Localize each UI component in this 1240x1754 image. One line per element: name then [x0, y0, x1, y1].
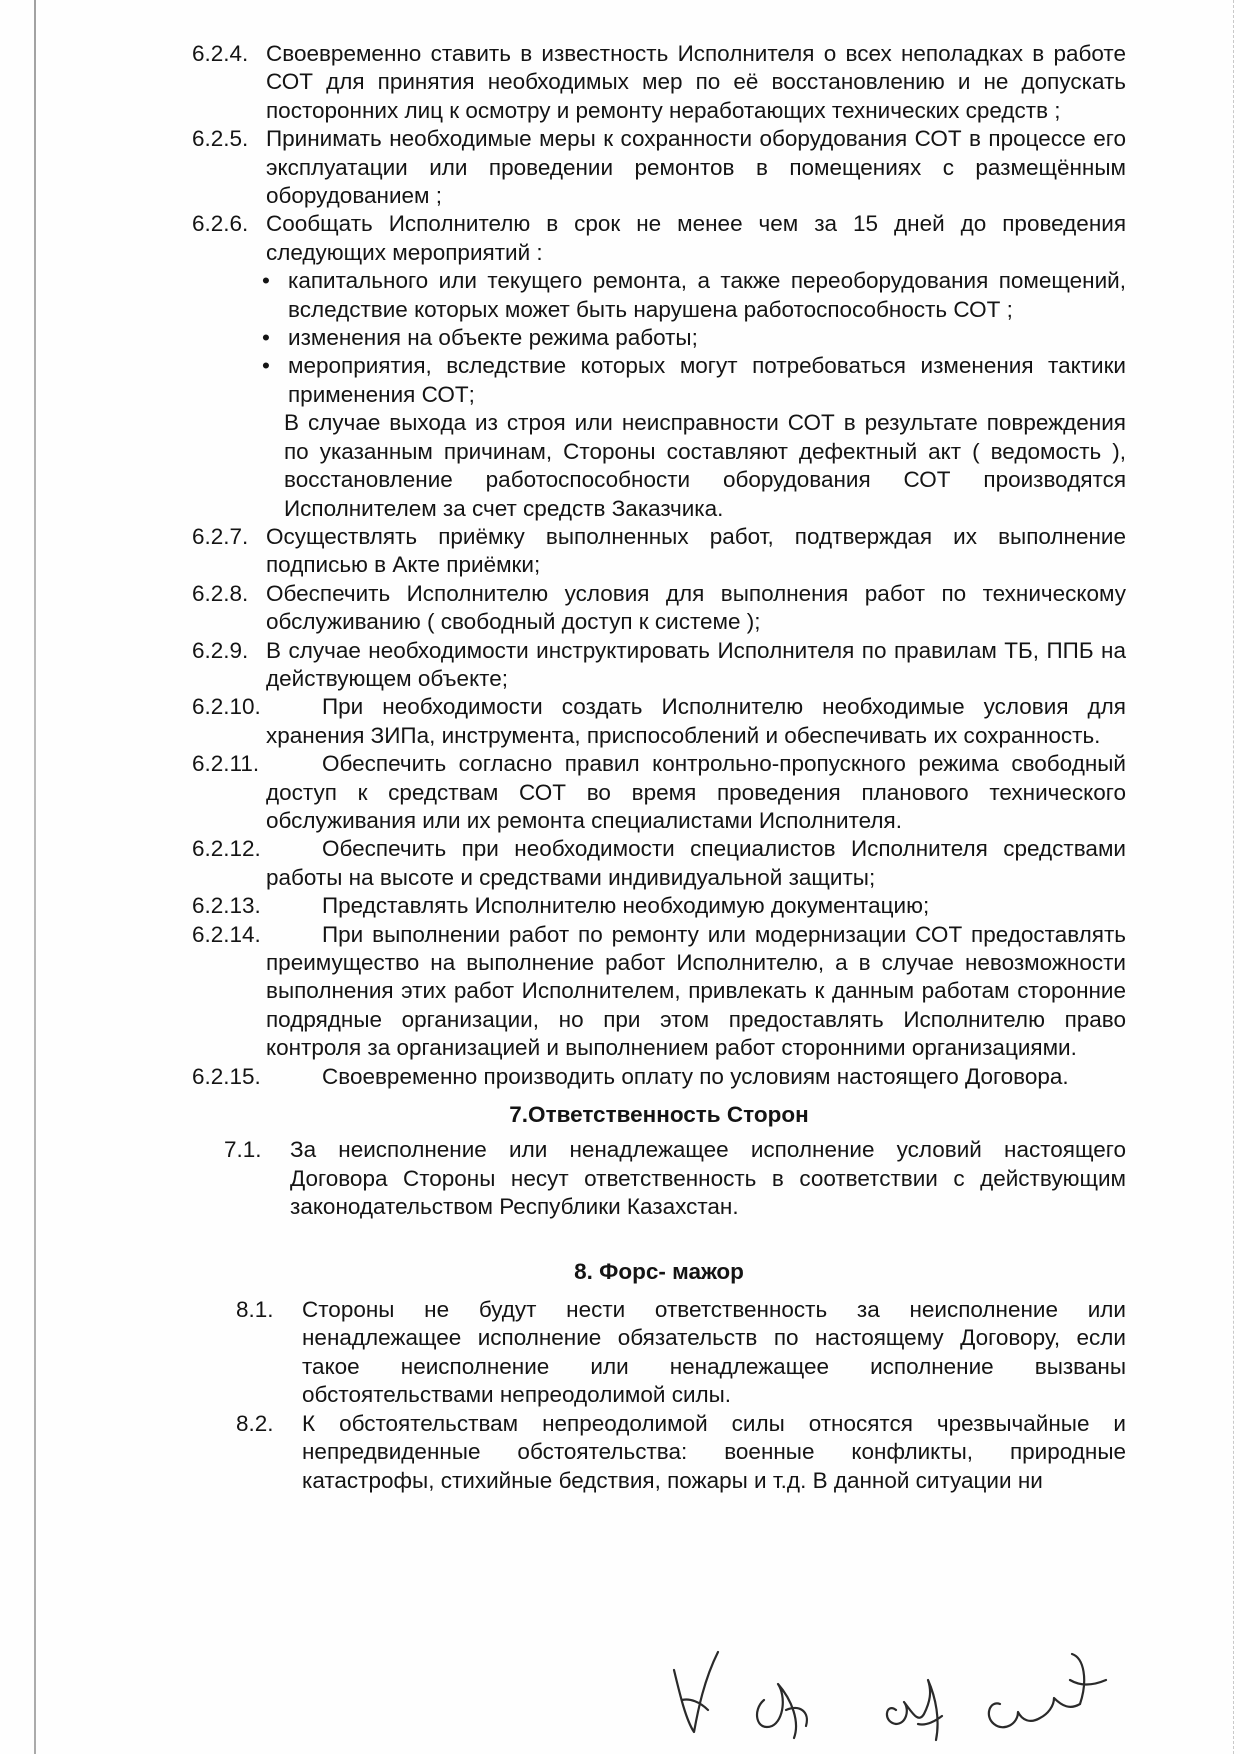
section-7-heading: 7.Ответственность Сторон	[509, 1102, 809, 1128]
signature-1	[674, 1652, 718, 1732]
clause-number: 6.2.9.	[192, 637, 249, 663]
clause-6-2-10	[192, 693, 1126, 750]
clause-text: Своевременно производить оплату по условиям настоящего Договора.	[322, 1063, 1069, 1089]
clause-text-wrap	[266, 892, 1126, 920]
signatures-area	[660, 1640, 1130, 1750]
clause-text: Осуществлять приёмку выполненных работ, подтверждая их выполнение подписью в Акте приёмки;	[266, 523, 1126, 578]
clause-text: При выполнении работ по ремонту или модернизации СОТ предоставлять преимущество на выполнение работ Исполнителю, а в случае невозможности выполнения этих работ Исполнителем, привлекать к данным работам сторонние подрядные организации, но при этом предоставлять Исполнителю право контроля за организацией и выполнением работ сторонними организациями.	[266, 921, 1126, 1061]
clause-8-1	[236, 1296, 1126, 1410]
clause-6-2-9	[192, 637, 1126, 694]
clause-text: В случае необходимости инструктировать Исполнителя по правилам ТБ, ППБ на действующем объекте;	[266, 637, 1126, 691]
clause-7-1	[224, 1136, 1126, 1221]
signature-4	[989, 1654, 1106, 1727]
clause-text-wrap	[266, 693, 1126, 750]
clause-number: 6.2.6.	[192, 211, 249, 237]
clause-6-2-6	[192, 210, 1126, 267]
clause-text-wrap	[266, 835, 1126, 892]
clause-number: 8.2.	[236, 1410, 274, 1436]
scan-edge-right	[1232, 0, 1234, 1754]
section-7-body	[224, 1136, 1126, 1221]
clause-6-2-12	[192, 835, 1126, 892]
clause-6-2-15	[192, 1063, 1126, 1091]
clause-number: 6.2.5.	[192, 126, 249, 152]
clause-number: 6.2.13.	[192, 893, 261, 919]
bullet-item	[258, 267, 1126, 324]
clause-text-wrap	[266, 750, 1126, 835]
bullet-marker: •	[262, 353, 270, 379]
clause-number: 6.2.4.	[192, 41, 249, 66]
clause-number: 6.2.14.	[192, 921, 261, 947]
clause-number: 6.2.11.	[192, 751, 260, 777]
clause-6-2-4	[192, 40, 1126, 125]
clause-text-wrap	[266, 921, 1126, 1063]
clause-text: Обеспечить при необходимости специалистов Исполнителя средствами работы на высоте и средствами индивидуальной защиты;	[266, 836, 1126, 890]
section-8-body	[236, 1296, 1126, 1495]
clause-6-2-7	[192, 523, 1126, 580]
clause-number: 6.2.8.	[192, 580, 249, 606]
clause-number: 6.2.15.	[192, 1063, 261, 1089]
clause-8-2	[236, 1410, 1126, 1495]
clause-text: Стороны не будут нести ответственность за неисполнение или ненадлежащее исполнение обязательств по настоящему Договору, если такое неисполнение или ненадлежащее исполнение вызваны обстоятельствами непреодолимой силы.	[302, 1297, 1126, 1408]
clause-number: 8.1.	[236, 1297, 274, 1323]
scan-edge-left	[34, 0, 36, 1754]
clause-text: К обстоятельствам непреодолимой силы относятся чрезвычайные и непредвиденные обстоятельства: военные конфликты, природные катастрофы, стихийные бедствия, пожары и т.д. В данной ситуации ни	[302, 1410, 1126, 1493]
clause-number: 6.2.7.	[192, 523, 249, 549]
clause-text: Обеспечить Исполнителю условия для выполнения работ по техническому обслуживанию ( свободный доступ к системе );	[266, 580, 1126, 635]
bullet-text: изменения на объекте режима работы;	[288, 325, 698, 351]
clause-text: За неисполнение или ненадлежащее исполнение условий настоящего Договора Стороны несут ответственность в соответствии с действующим законодательством Республики Казахстан.	[290, 1137, 1126, 1220]
clause-number: 7.1.	[224, 1137, 262, 1163]
clause-text: При необходимости создать Исполнителю необходимые условия для хранения ЗИПа, инструмента, приспособлений и обеспечивать их сохранность.	[266, 694, 1126, 748]
bullet-item	[258, 352, 1126, 409]
signature-3	[887, 1680, 942, 1740]
document-body	[192, 40, 1126, 1495]
clause-text: Своевременно ставить в известность Исполнителя о всех неполадках в работе СОТ для принятия необходимых мер по её восстановлению и не допускать посторонних лиц к осмотру и ремонту неработающих технических средств ;	[266, 41, 1126, 123]
bullet-item	[258, 324, 1126, 352]
clause-6-2-5	[192, 125, 1126, 210]
clause-6-2-13	[192, 892, 1126, 920]
clause-text: Принимать необходимые меры к сохранности оборудования СОТ в процессе его эксплуатации или проведении ремонтов в помещениях с размещённым оборудованием ;	[266, 126, 1126, 209]
clause-6-2-11	[192, 750, 1126, 835]
bullet-text: мероприятия, вследствие которых могут потребоваться изменения тактики применения СОТ;	[288, 353, 1126, 407]
clause-number: 6.2.10.	[192, 694, 261, 720]
event-bullet-list	[258, 267, 1126, 409]
bullet-text: капитального или текущего ремонта, а также переоборудования помещений, вследствие которых может быть нарушена работоспособность СОТ ;	[288, 268, 1126, 322]
clause-6-2-14	[192, 921, 1126, 1063]
clause-number: 6.2.12.	[192, 836, 261, 862]
clause-text: Обеспечить согласно правил контрольно-пропускного режима свободный доступ к средствам СОТ во время проведения планового технического обслуживания или их ремонта специалистами Исполнителя.	[266, 751, 1126, 833]
signature-2	[757, 1684, 807, 1738]
clause-6-2-8	[192, 580, 1126, 637]
clause-text: Сообщать Исполнителю в срок не менее чем за 15 дней до проведения следующих мероприятий :	[266, 211, 1126, 265]
clause-text: Представлять Исполнителю необходимую документацию;	[322, 893, 930, 919]
bullet-marker: •	[262, 325, 270, 351]
bullet-marker: •	[262, 268, 270, 294]
section-8-heading: 8. Форс- мажор	[574, 1258, 744, 1284]
clause-text-wrap	[266, 1063, 1126, 1091]
damage-paragraph: В случае выхода из строя или неисправности СОТ в результате повреждения по указанным причинам, Стороны составляют дефектный акт ( ведомость ), восстановление работоспособности оборудования СОТ производятся Исполнителем за счет средств Заказчика.	[284, 410, 1126, 521]
